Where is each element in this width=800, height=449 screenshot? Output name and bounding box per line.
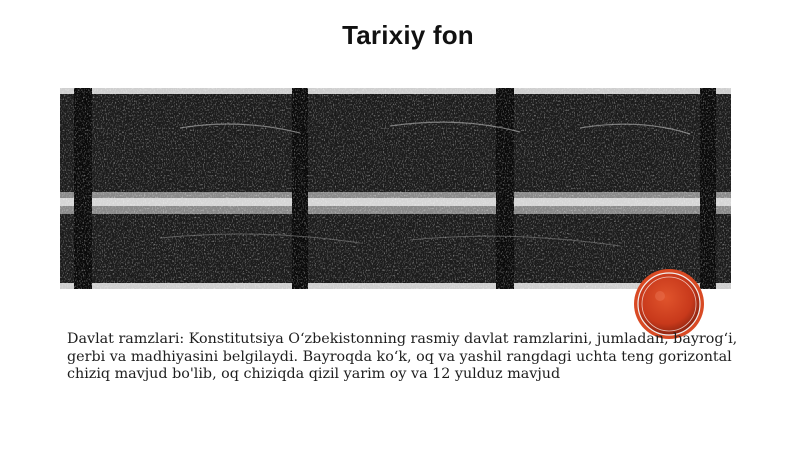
page-title: Tarixiy fon — [342, 20, 474, 50]
red-wax-seal-icon — [633, 268, 705, 340]
scanned-document-image — [60, 88, 731, 289]
noise-texture-graphic — [60, 88, 731, 289]
body-paragraph: Davlat ramzlari: Konstitutsiya O‘zbekistonning rasmiy davlat ramzlarini, jumladan, bayrog‘i, gerbi va madhiyasini belgilaydi. Bayroqda ko‘k, oq va yashil rangdagi uchta teng gorizontal chiziq mavjud bo'lib, oq chiziqda qizil yarim oy va 12 yulduz mavjud — [67, 331, 738, 382]
